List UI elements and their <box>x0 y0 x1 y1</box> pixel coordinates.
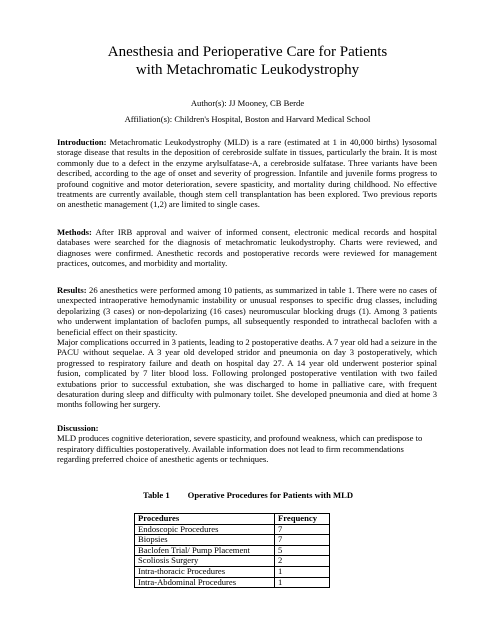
authors: Author(s): JJ Mooney, CB Berde <box>190 98 305 108</box>
results-heading: Results: <box>57 285 87 295</box>
frequency-cell: 7 <box>275 535 330 546</box>
results-text-continued: Major complications occurred in 3 patients, leading to 2 postoperative deaths. A 7 year old had a seizure in the PACU without sequelae. A 3 year old developed stridor and pneumonia on day 3 postoperatively, which progressed to respiratory failure and death on hospital day 27. A 14 year old underwent posterior spinal fusion, complicated by 7 liter blood loss. Following prolonged postoperative ventilation with two failed extubations prior to successful extubation, she was discharged to home in palliative care, with frequent desaturation during sleep and difficulty with pulmonary toilet. She developed pneumonia and died at home 3 months following her surgery. <box>57 337 437 410</box>
title-line-2: with Metachromatic Leukodystrophy <box>135 61 360 78</box>
introduction-section <box>57 137 437 210</box>
table-row <box>135 566 330 577</box>
discussion-heading: Discussion: <box>57 423 99 433</box>
paper-title <box>0 44 495 79</box>
table-row <box>135 556 330 567</box>
frequency-cell: 7 <box>275 524 330 535</box>
procedure-cell: Scoliosis Surgery <box>135 556 275 567</box>
procedure-cell: Biopsies <box>135 535 275 546</box>
table-row <box>135 545 330 556</box>
table-caption <box>143 490 353 500</box>
table-row <box>135 577 330 588</box>
procedures-table <box>134 513 330 588</box>
affiliation: Affiliation(s): Children's Hospital, Boston and Harvard Medical School <box>124 114 371 124</box>
table-row <box>135 535 330 546</box>
title-line-1: Anesthesia and Perioperative Care for Patients <box>107 44 388 60</box>
methods-text: After IRB approval and waiver of informed consent, electronic medical records and hospital databases were searched for the diagnosis of metachromatic leukodystrophy. Charts were reviewed, and diagnoses were confirmed. Anesthetic records and postoperative records were reviewed for management practices, outcomes, and morbidity and mortality. <box>57 227 437 269</box>
header-frequency: Frequency <box>275 514 330 525</box>
introduction-heading: Introduction: <box>57 137 107 147</box>
procedure-cell: Endoscopic Procedures <box>135 524 275 535</box>
procedure-cell: Intra-thoracic Procedures <box>135 566 275 577</box>
procedure-cell: Intra-Abdominal Procedures <box>135 577 275 588</box>
discussion-section <box>57 423 437 465</box>
methods-heading: Methods: <box>57 227 92 237</box>
frequency-cell: 5 <box>275 545 330 556</box>
header-procedures: Procedures <box>135 514 275 525</box>
table-title: Operative Procedures for Patients with MLD <box>187 490 354 500</box>
frequency-cell: 1 <box>275 577 330 588</box>
results-section <box>57 285 437 410</box>
methods-section <box>57 227 437 269</box>
results-text: 26 anesthetics were performed among 10 patients, as summarized in table 1. There were no cases of unexpected intraoperative hemodynamic instability or unusual responses to specific drug classes, including depolarizing (3 cases) or non-depolarizing (16 cases) neuromuscular blocking drugs (1). Among 3 patients who underwent implantation of baclofen pumps, all subsequently responded to intrathecal baclofen with a beneficial effect on their spasticity. <box>57 285 437 337</box>
table-header-row <box>135 514 330 525</box>
introduction-text: Metachromatic Leukodystrophy (MLD) is a rare (estimated at 1 in 40,000 births) lysosomal storage disease that results in the deposition of cerebroside sulfate in tissues, particularly the brain. It is most commonly due to a defect in the enzyme arylsulfatase-A, a cerebroside sulfatase. Three variants have been described, according to the age of onset and severity of progression. Infantile and juvenile forms progress to profound cognitive and motor deterioration, severe spasticity, and mortality during childhood. No effective treatments are currently available, though stem cell transplantation has been explored. Two previous reports on anesthetic management (1,2) are limited to single cases. <box>57 137 437 210</box>
table-number: Table 1 <box>143 490 170 500</box>
discussion-text: MLD produces cognitive deterioration, severe spasticity, and profound weakness, which can predispose to respiratory difficulties postoperatively. Available information does not lead to firm recommendations regarding preferred choice of anesthetic agents or techniques. <box>57 433 423 465</box>
frequency-cell: 1 <box>275 566 330 577</box>
procedure-cell: Baclofen Trial/ Pump Placement <box>135 545 275 556</box>
table-row <box>135 524 330 535</box>
frequency-cell: 2 <box>275 556 330 567</box>
